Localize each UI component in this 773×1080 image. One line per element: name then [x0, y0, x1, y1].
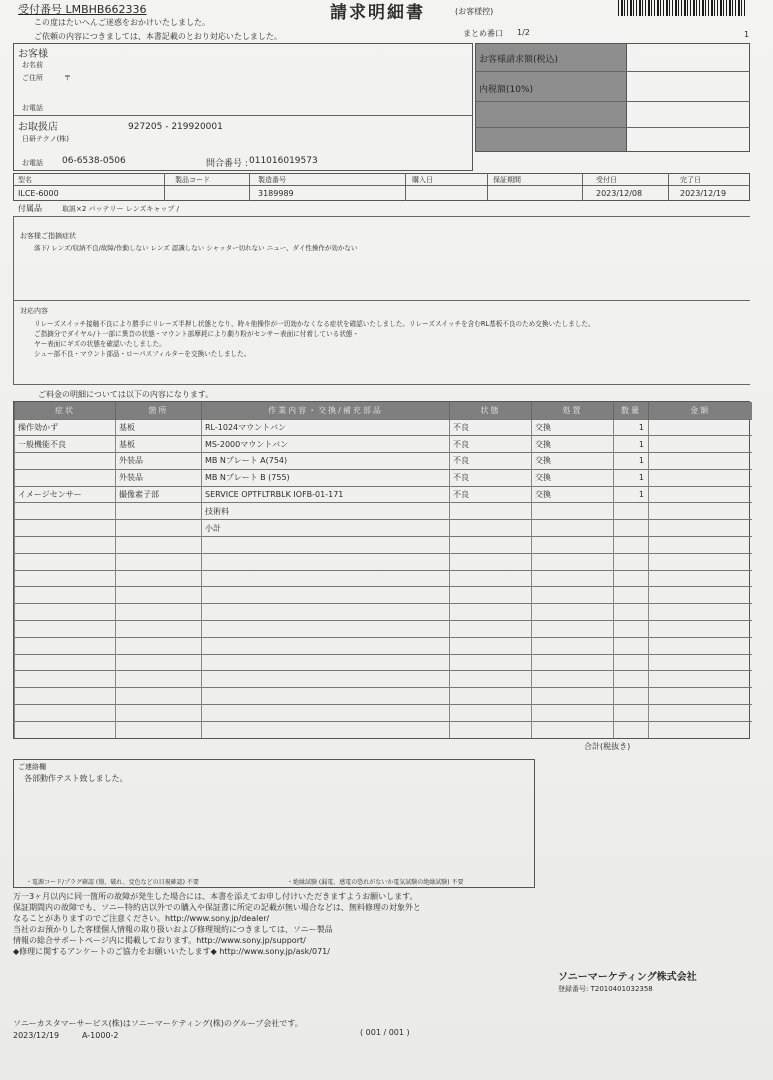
- table-cell-empty: [116, 553, 202, 570]
- table-cell-empty: [450, 654, 532, 671]
- table-cell-empty: [614, 688, 649, 705]
- response-line-1: リレーズスイッチ接触不良により勝手にリレーズ半押し状態となり、時々他操作が一切効かなくなる症状を確認いたしました。リレーズスイッチを含むRL基板不良のため交換いたしました。: [34, 320, 595, 328]
- table-row: 技術料: [15, 503, 752, 520]
- product-header-received: 受付日: [596, 176, 617, 184]
- inquiry-number: 011016019573: [249, 156, 318, 166]
- table-cell-empty: [15, 688, 116, 705]
- table-cell-empty: [116, 688, 202, 705]
- table-cell-empty: [532, 587, 614, 604]
- table-cell-empty: [202, 671, 450, 688]
- table-cell-empty: [649, 621, 752, 638]
- table-row-empty: [15, 671, 752, 688]
- table-cell-empty: [614, 705, 649, 722]
- dealer-label: お取扱店: [18, 122, 58, 133]
- response-line-3: ヤー表面にギズの状態を確認いたしました。: [34, 340, 166, 348]
- warranty-line-4: 当社のお預かりした客様個人情報の取り扱いおよび修理規約につきましては、ソニー製品: [13, 925, 333, 934]
- table-cell-empty: [532, 604, 614, 621]
- footer-date: 2023/12/19: [13, 1031, 60, 1040]
- table-cell-empty: [15, 537, 116, 554]
- table-cell-empty: [649, 604, 752, 621]
- table-cell-empty: [450, 587, 532, 604]
- document-title: 請求明細書: [330, 3, 425, 23]
- table-row-empty: [15, 688, 752, 705]
- table-cell-empty: [15, 654, 116, 671]
- summary-value: 1/2: [517, 28, 530, 37]
- table-row-empty: [15, 621, 752, 638]
- table-cell-empty: [202, 553, 450, 570]
- table-cell-empty: [450, 553, 532, 570]
- greeting-line-1: この度はたいへんご迷惑をおかけいたしました。: [34, 18, 210, 27]
- table-cell-empty: [116, 570, 202, 587]
- copy-type: (お客様控): [455, 7, 494, 16]
- company-name: ソニーマーケティング株式会社: [558, 972, 697, 983]
- table-cell-empty: [450, 621, 532, 638]
- accessories-label: 付属品: [18, 204, 42, 213]
- total-label: 合計(税抜き): [584, 742, 631, 751]
- table-cell-empty: [649, 671, 752, 688]
- product-model: ILCE-6000: [18, 189, 59, 198]
- notes-text: 各部動作テスト致しました。: [24, 774, 128, 783]
- table-cell-empty: [450, 604, 532, 621]
- table-cell-empty: [202, 537, 450, 554]
- table-cell-empty: [532, 621, 614, 638]
- table-row: 外装品 MB Nプレート B (755) 不良 交換 1: [15, 469, 752, 486]
- table-cell-empty: [614, 537, 649, 554]
- table-cell-empty: [532, 705, 614, 722]
- table-cell-empty: [450, 705, 532, 722]
- table-row: 操作効かず 基板 RL-1024マウントバン 不良 交換 1: [15, 419, 752, 436]
- notes-label: ご連絡欄: [18, 763, 46, 771]
- table-cell-empty: [614, 671, 649, 688]
- product-header-warranty: 保証期間: [493, 176, 521, 184]
- table-cell-empty: [649, 537, 752, 554]
- table-cell-empty: [116, 621, 202, 638]
- table-cell-empty: [116, 604, 202, 621]
- product-serial: 3189989: [258, 189, 294, 198]
- table-cell-empty: [614, 604, 649, 621]
- table-cell-empty: [450, 688, 532, 705]
- table-row-empty: [15, 654, 752, 671]
- table-cell-empty: [649, 654, 752, 671]
- table-cell-empty: [614, 721, 649, 738]
- table-cell-empty: [15, 604, 116, 621]
- table-cell-empty: [450, 570, 532, 587]
- table-row-empty: [15, 721, 752, 738]
- table-cell-empty: [649, 570, 752, 587]
- table-cell-empty: [649, 721, 752, 738]
- product-header-purchase: 購入日: [412, 176, 433, 184]
- col-status: 状態: [450, 402, 532, 419]
- table-cell-empty: [532, 570, 614, 587]
- table-cell-empty: [614, 621, 649, 638]
- table-cell-empty: [116, 705, 202, 722]
- charges-table: [13, 401, 750, 739]
- table-row: 外装品 MB Nプレート A(754) 不良 交換 1: [15, 453, 752, 470]
- table-cell-empty: [202, 621, 450, 638]
- table-cell-empty: [614, 654, 649, 671]
- table-cell-empty: [649, 587, 752, 604]
- table-cell-empty: [15, 671, 116, 688]
- table-cell-empty: [532, 637, 614, 654]
- dealer-phone: 06-6538-0506: [62, 156, 126, 166]
- table-cell-empty: [614, 587, 649, 604]
- table-cell-empty: [532, 688, 614, 705]
- table-cell-empty: [614, 553, 649, 570]
- product-header-completed: 完了日: [680, 176, 701, 184]
- table-cell-empty: [15, 587, 116, 604]
- barcode: [618, 0, 746, 16]
- accessories-value: 取説×2 バッテリー レンズキャップ /: [62, 205, 179, 213]
- table-cell-empty: [202, 604, 450, 621]
- inquiry-label: 問合番号 :: [206, 159, 248, 169]
- page-of: ( 001 / 001 ): [360, 1028, 410, 1037]
- table-cell-empty: [450, 637, 532, 654]
- table-cell-empty: [450, 537, 532, 554]
- customer-name-label: お名前: [22, 61, 43, 69]
- symptom-label: お客様ご指摘症状: [20, 232, 76, 240]
- table-row: 小計: [15, 520, 752, 537]
- dealer-phone-label: お電話: [22, 159, 43, 167]
- table-row-empty: [15, 537, 752, 554]
- table-row-empty: [15, 553, 752, 570]
- customer-phone-label: お電話: [22, 104, 43, 112]
- response-line-2: ご指摘分でダイヤル/ト一部に異音の状態・マウント部摩耗により劇り粉がセンサー表面に付着している状態・: [34, 330, 360, 338]
- table-cell-empty: [202, 587, 450, 604]
- table-row-empty: [15, 637, 752, 654]
- customer-label: お客様: [18, 49, 48, 60]
- col-action: 処置: [532, 402, 614, 419]
- table-cell-empty: [15, 621, 116, 638]
- notes-check-1: ・電源コード/プラグ確認 (傷、破れ、変色などの目視確認) 不要: [26, 879, 199, 886]
- product-completed-date: 2023/12/19: [680, 189, 727, 198]
- col-location: 箇所: [116, 402, 202, 419]
- warranty-line-1: 万一3ヶ月以内に同一箇所の故障が発生した場合には、本書を添えてお申し付けいただきますようお願いします。: [13, 892, 418, 901]
- table-cell-empty: [532, 654, 614, 671]
- dealer-code: 927205 - 219920001: [128, 122, 223, 132]
- table-cell-empty: [15, 570, 116, 587]
- table-cell-empty: [202, 654, 450, 671]
- table-cell-empty: [15, 553, 116, 570]
- postal-mark: 〒: [64, 74, 71, 82]
- table-cell-empty: [15, 637, 116, 654]
- billing-tax-label: 内税額(10%): [479, 85, 534, 95]
- table-cell-empty: [649, 705, 752, 722]
- table-cell-empty: [614, 570, 649, 587]
- table-row-empty: [15, 570, 752, 587]
- table-cell-empty: [202, 570, 450, 587]
- table-row-empty: [15, 705, 752, 722]
- table-cell-empty: [116, 637, 202, 654]
- group-note: ソニーカスタマーサービス(株)はソニーマーケティング(株)のグループ会社です。: [13, 1019, 303, 1028]
- table-cell-empty: [116, 671, 202, 688]
- charges-note: ご料金の明細については以下の内容になります。: [38, 390, 214, 399]
- response-label: 対応内容: [20, 307, 48, 315]
- product-received-date: 2023/12/08: [596, 189, 643, 198]
- response-line-4: シュー部不良・マウント部品・ローパスフィルターを交換いたしました。: [34, 350, 251, 358]
- form-code: A-1000-2: [82, 1031, 119, 1040]
- table-cell-empty: [202, 637, 450, 654]
- table-cell-empty: [532, 721, 614, 738]
- registration-number: 登録番号: T2010401032358: [558, 985, 653, 993]
- product-header-model: 型名: [18, 176, 32, 184]
- billing-amount-label: お客様請求額(税込): [479, 55, 559, 65]
- table-cell-empty: [116, 587, 202, 604]
- customer-address-label: ご住所: [22, 74, 43, 82]
- col-work: 作業内容・交換/補充部品: [202, 402, 450, 419]
- page-number: 1: [744, 30, 750, 39]
- table-cell-empty: [614, 637, 649, 654]
- table-cell-empty: [649, 688, 752, 705]
- table-cell-empty: [202, 688, 450, 705]
- table-row-empty: [15, 604, 752, 621]
- table-row: イメージセンサー 撮像素子部 SERVICE OPTFLTRBLK IOFB-01-171 不良 交換 1: [15, 486, 752, 503]
- receipt-number: 受付番号 LMBHB662336: [18, 3, 147, 16]
- table-cell-empty: [649, 553, 752, 570]
- notes-check-2: ・絶縁試験 (漏電、感電の恐れがないか電気試験の絶縁試験) 不要: [287, 879, 464, 886]
- table-cell-empty: [202, 721, 450, 738]
- table-cell-empty: [450, 671, 532, 688]
- customer-box: [13, 43, 473, 171]
- charges-header-row: [15, 402, 752, 419]
- table-cell-empty: [532, 537, 614, 554]
- table-cell-empty: [116, 721, 202, 738]
- table-cell-empty: [15, 705, 116, 722]
- table-cell-empty: [15, 721, 116, 738]
- table-row: 一般機能不良 基板 MS-2000マウントバン 不良 交換 1: [15, 436, 752, 453]
- col-amount: 金額: [649, 402, 752, 419]
- col-symptom: 症状: [15, 402, 116, 419]
- table-row-empty: [15, 587, 752, 604]
- product-header-serial: 製造番号: [258, 176, 286, 184]
- table-cell-empty: [532, 671, 614, 688]
- table-cell-empty: [532, 553, 614, 570]
- warranty-line-6: ◆修理に関するアンケートのご協力をお願いいたします◆ http://www.sony.jp/ask/071/: [13, 947, 330, 956]
- table-cell-empty: [116, 654, 202, 671]
- greeting-line-2: ご依頼の内容につきましては、本書記載のとおり対応いたしました。: [34, 32, 282, 41]
- billing-value-column: [626, 43, 750, 152]
- table-cell-empty: [649, 637, 752, 654]
- product-header-code: 製品コード: [175, 176, 210, 184]
- table-cell-empty: [202, 705, 450, 722]
- summary-label: まとめ番口: [463, 29, 503, 38]
- table-cell-empty: [116, 537, 202, 554]
- warranty-line-2: 保証期間内の故障でも、ソニー特約店以外での購入や保証書に所定の記載が無い場合などは、無料修理の対象外と: [13, 903, 421, 912]
- dealer-name: 日研テクノ(株): [22, 135, 70, 143]
- warranty-line-5: 情報の総合サポートページ内に掲載しております。http://www.sony.jp/support/: [13, 936, 306, 945]
- symptom-text: 落下/ レンズ/収納不良/故障/作動しない レンズ 認識しない シャッター切れない ニュー、ダイ性操作が効かない: [34, 244, 358, 252]
- table-cell-empty: [450, 721, 532, 738]
- col-quantity: 数量: [614, 402, 649, 419]
- warranty-line-3: なることがありますのでご注意ください。http://www.sony.jp/dealer/: [13, 914, 270, 923]
